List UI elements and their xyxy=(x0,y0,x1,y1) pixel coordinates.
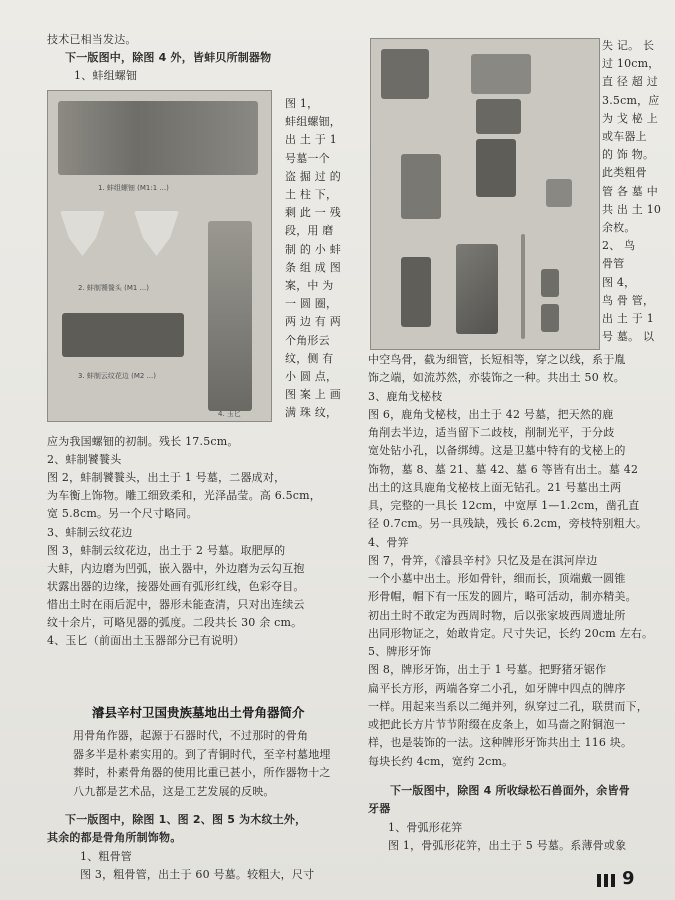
left-body-line: 应为我国螺钿的初制。残长 17.5cm。 xyxy=(47,435,239,448)
item-heading-hairpin: 1、骨弧形花笄 xyxy=(388,821,463,834)
turquoise-mask-photo xyxy=(471,54,531,94)
figure-1-wrap-line: 个角形云 xyxy=(285,333,330,347)
right-subhead-2: 牙器 xyxy=(368,802,391,815)
fragment-photo-c xyxy=(401,154,441,219)
fragment-photo-a xyxy=(476,99,521,134)
right-body-line: 角削去半边，适当留下二歧枝，削制光平，于分歧 xyxy=(368,426,615,439)
figure-1-wrap-line: 两 边 有 两 xyxy=(285,315,341,329)
figure-1-wrap-line: 一 圆 圈， xyxy=(285,297,338,311)
right-subhead-1: 下一版图中，除图 4 所收绿松石兽面外，余皆骨 xyxy=(390,784,630,797)
right-wrap-line: 出 土 于 1 xyxy=(602,312,654,325)
cloud-rim-photo xyxy=(62,313,184,357)
right-body-line: 形骨帽，帽下有一压发的圆片，略可活动，制亦精美。 xyxy=(368,590,637,604)
right-body-line: 出土的这具鹿角戈柲枝上面无钻孔。21 号墓出土两 xyxy=(368,480,622,494)
left-body-line: 4、玉匕（前面出土玉器部分已有说明） xyxy=(47,634,245,648)
right-wrap-line: 骨管 xyxy=(602,257,625,271)
right-body-line: 一个小墓中出土。形如骨针，细而长，顶端戴一圆锥 xyxy=(368,572,626,585)
left-body-line: 2、蚌制饕餮头 xyxy=(47,453,122,467)
right-body-line: 每块长约 4cm，宽约 2cm。 xyxy=(368,754,514,768)
left-body-line: 图 3，蚌制云纹花边，出土于 2 号墓。取肥厚的 xyxy=(47,543,286,557)
figure-1-wrap-line: 图 1， xyxy=(285,97,319,110)
jade-spoon-photo xyxy=(208,221,252,411)
right-wrap-line: 失 记。 长 xyxy=(602,39,655,52)
article-intro-line: 器多半是朴素实用的。到了青铜时代，至辛村墓地埋 xyxy=(73,747,331,761)
right-wrap-line: 图 4， xyxy=(602,275,636,289)
taotie-head-photo-b xyxy=(134,211,179,256)
figure-1-wrap-line: 满 珠 纹， xyxy=(285,406,338,420)
left-body-line: 3、蚌制云纹花边 xyxy=(47,525,133,539)
right-wrap-line: 管 各 墓 中 xyxy=(602,184,658,198)
figure-1-wrap-line: 段，用 磨 xyxy=(285,224,334,238)
tusk-plaque-photo-b xyxy=(541,304,559,332)
fragment-photo-b xyxy=(476,139,516,197)
figure-1-wrap-line: 条 组 成 图 xyxy=(285,260,341,274)
right-wrap-line: 过 10cm， xyxy=(602,57,660,71)
tusk-plaque-photo-a xyxy=(541,269,559,297)
caption-2: 2. 蚌制饕餮头 (M1 ...) xyxy=(78,284,149,292)
left-body-line: 惜出土时在雨后泥中，器形未能查清，只对出连续云 xyxy=(47,597,305,611)
right-body-line: 饰物，墓 8、墓 21、墓 42、墓 6 等皆有出土。墓 42 xyxy=(368,462,639,476)
intro-line: 技术已相当发达。 xyxy=(47,33,137,46)
article-intro-line: 葬时，朴素骨角器的使用比重已甚小，所作器物十之 xyxy=(73,766,331,779)
item-heading-bone-tube: 1、粗骨管 xyxy=(80,850,132,863)
right-wrap-line: 此类粗骨 xyxy=(602,166,647,180)
page-marker-icon xyxy=(597,874,617,887)
hairpin-photo xyxy=(521,234,525,339)
right-wrap-line: 为 戈 柲 上 xyxy=(602,111,658,125)
caption-1: 1. 蚌组螺钿 (M1:1 ...) xyxy=(98,184,169,192)
section-subhead: 下一版图中，除图 4 外，皆蚌贝所制器物 xyxy=(65,51,272,64)
photo-plate-right xyxy=(370,38,600,350)
left-body-line: 纹十余片，可略见器的弧度。二段共长 30 余 cm。 xyxy=(47,616,303,629)
page-number: 9 xyxy=(622,868,635,889)
article-intro-line: 八九都是艺术品，这是工艺发展的反映。 xyxy=(73,784,275,798)
figure-1-wrap-line: 案，中 为 xyxy=(285,279,334,292)
right-wrap-line: 3.5cm，应 xyxy=(602,93,660,107)
figure-1-wrap-line: 盗 掘 过 的 xyxy=(285,169,341,183)
article-subhead-2: 其余的都是骨角所制饰物。 xyxy=(47,831,182,844)
small-tube-photo xyxy=(546,179,572,207)
figure-1-wrap-line: 土 柱 下， xyxy=(285,188,338,201)
right-wrap-line: 2、 鸟 xyxy=(602,239,636,253)
right-body-line: 宽处钻小孔，以备绑缚。这是卫墓中特有的戈柲上的 xyxy=(368,444,626,458)
caption-4: 4. 玉匕 xyxy=(218,410,241,418)
right-body-line: 样，也是装饰的一法。这种牌形牙饰共出土 116 块。 xyxy=(368,736,633,750)
right-wrap-line: 号 墓。 以 xyxy=(602,330,655,344)
figure-1-wrap-line: 小 圆 点， xyxy=(285,370,338,383)
antler-photo xyxy=(401,257,431,327)
right-wrap-line: 余枚。 xyxy=(602,221,636,234)
right-wrap-line: 的 饰 物。 xyxy=(602,148,655,162)
right-body-line: 饰之端，如流苏然，亦装饰之一种。共出土 50 枚。 xyxy=(368,371,625,385)
bone-tube-text: 图 3，粗骨管，出土于 60 号墓。较粗大，尺寸 xyxy=(80,868,315,881)
hairpin-text: 图 1，骨弧形花笄，出土于 5 号墓。系薄骨或象 xyxy=(388,839,627,852)
right-body-line: 扁平长方形，两端各穿二小孔，如牙牌中四点的牌序 xyxy=(368,681,626,695)
right-body-line: 初出土时不敢定为西周时物，后以张家坡西周遗址所 xyxy=(368,608,626,622)
right-body-line: 出同形物证之，始敢肯定。尺寸失记，长约 20cm 左右。 xyxy=(368,626,654,640)
item-heading: 1、蚌组螺钿 xyxy=(74,69,138,82)
figure-1-wrap-line: 蚌组螺钿， xyxy=(285,115,341,129)
figure-1-wrap-line: 号墓一个 xyxy=(285,151,330,165)
left-body-line: 宽 5.8cm。另一个尺寸略同。 xyxy=(47,507,198,521)
article-title: 濬县辛村卫国贵族墓地出土骨角器简介 xyxy=(92,705,305,720)
caption-3: 3. 蚌制云纹花边 (M2 ...) xyxy=(78,372,156,380)
left-body-line: 图 2，蚌制饕餮头，出土于 1 号墓，二器成对， xyxy=(47,471,286,485)
right-body-line: 径 0.7cm。另一具残缺，残长 6.2cm，旁枝特别粗大。 xyxy=(368,517,648,531)
right-wrap-line: 共 出 土 10 xyxy=(602,202,662,216)
figure-1-wrap-line: 制 的 小 蚌 xyxy=(285,242,341,256)
figure-1-wrap-line: 纹，侧 有 xyxy=(285,351,334,365)
right-body-line: 4、骨笄 xyxy=(368,535,409,549)
article-subhead-1: 下一版图中，除图 1、图 2、图 5 为木纹土外， xyxy=(65,813,307,826)
right-wrap-line: 直 径 超 过 xyxy=(602,75,658,89)
right-body-line: 图 8，牌形牙饰，出土于 1 号墓。把野猪牙锯作 xyxy=(368,663,607,677)
figure-1-wrap-line: 出 土 于 1 xyxy=(285,133,337,147)
antler-branch-photo xyxy=(456,244,498,334)
figure-1-wrap-line: 图 案 上 画 xyxy=(285,388,341,402)
left-body-line: 为车衡上饰物。雕工细致柔和，光泽晶莹。高 6.5cm， xyxy=(47,489,321,503)
left-body-line: 状露出器的边缘，接器处画有弧形红线，色彩夺目。 xyxy=(47,579,305,593)
right-body-line: 一样。用起来当系以二绳并列，纵穿过二孔，联贯而下， xyxy=(368,699,648,713)
right-body-line: 中空鸟骨，截为细管，长短相等，穿之以线，系于胤 xyxy=(368,353,626,366)
right-wrap-line: 或车器上 xyxy=(602,130,647,143)
mother-of-pearl-inlay-photo xyxy=(58,101,258,175)
right-body-line: 图 6，鹿角戈柲枝，出土于 42 号墓，把天然的鹿 xyxy=(368,407,614,421)
left-body-line: 大蚌，内边磨为凹弧，嵌入器中，外边磨为云勾互抱 xyxy=(47,561,305,575)
right-body-line: 图 7，骨笄，《濬县辛村》只忆及是在淇河岸边 xyxy=(368,553,598,567)
bone-tube-photo xyxy=(381,49,429,99)
right-body-line: 具，完整的一具长 12cm，中宽厚 1—1.2cm，凿孔直 xyxy=(368,499,640,512)
right-body-line: 3、鹿角戈柲枝 xyxy=(368,389,443,403)
right-wrap-line: 鸟 骨 管， xyxy=(602,293,655,307)
right-body-line: 5、牌形牙饰 xyxy=(368,645,432,658)
figure-1-wrap-line: 剩 此 一 残 xyxy=(285,206,341,220)
right-body-line: 或把此长方片节节附缀在皮条上，如马啬之附铜泡一 xyxy=(368,718,626,731)
taotie-head-photo-a xyxy=(60,211,105,256)
article-intro-line: 用骨角作器，起源于石器时代，不过那时的骨角 xyxy=(73,729,309,742)
photo-plate-left xyxy=(47,90,272,422)
